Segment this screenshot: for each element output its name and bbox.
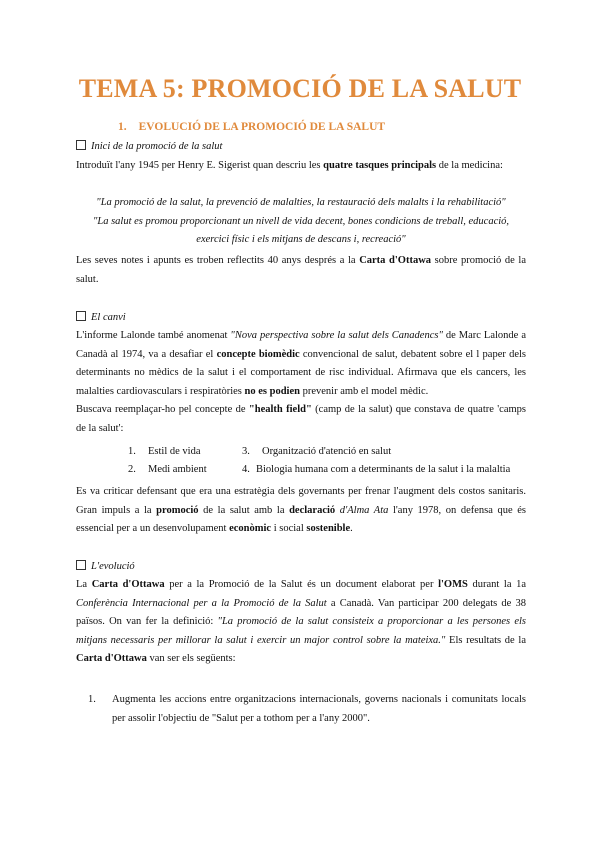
- result-number: 1.: [88, 694, 96, 705]
- paragraph-health-field: Buscava reemplaçar-ho pel concepte de "health field" (camp de la salut) que constava de quatre 'camps de la salut':: [76, 404, 526, 434]
- field-item: 2. Medi ambient: [128, 464, 207, 475]
- field-item: 4. Biologia humana com a determinants de la salut i la malaltia: [242, 464, 511, 475]
- italic-text: "Nova perspectiva sobre la salut dels Canadencs": [230, 330, 443, 341]
- quote-1: "La promoció de la salut, la prevenció de malalties, la restauració dels malalts i la rehabilitació": [96, 197, 506, 208]
- italic-text: Conferència Internacional per a la Promoció de la Salut: [76, 597, 327, 609]
- italic-text: d'Alma Ata: [339, 504, 389, 516]
- paragraph-carta-ottawa: La Carta d'Ottawa per a la Promoció de la Salut és un document elaborat per l'OMS durant la 1a Conferència Internacional per a la Promoció de la Salut a Canadà. Van participar 200 delegats de 38 països. On van fer la definició: "La promoció de la salut consisteix a proporcionar a les persones els mitjans necessaris per millorar la salut i exercir un major control sobre la mateixa." Els resultats de la Carta d'Ottawa van ser els següents:: [76, 579, 527, 664]
- bold-text: quatre tasques principals: [323, 160, 437, 171]
- checkbox-bullet-icon: [76, 140, 86, 150]
- bold-text: Carta d'Ottawa: [91, 579, 165, 590]
- paragraph-lalonde: L'informe Lalonde també anomenat "Nova perspectiva sobre la salut dels Canadencs" de Marc Lalonde a Canadà al 1974, va a desafiar el concepte biomèdic convencional de salut, debatent sobre el l paper dels determinants no mèdics de la salut i el comportament de risc individual. Afirmava que els cancers, les malalties cardiovasculars i respiratòries no es podien prevenir amb el model mèdic.: [76, 330, 526, 397]
- bold-text: l'OMS: [438, 579, 468, 590]
- checkbox-bullet-icon: [76, 311, 86, 321]
- section-label: EVOLUCIÓ DE LA PROMOCIÓ DE LA SALUT: [138, 121, 386, 133]
- subheading-canvi: [76, 311, 126, 323]
- italic-text: "La promoció de la salut consisteix a proporcionar a les persones els mitjans necessaris per millorar la salut i exercir un major control sobre la mateixa.": [76, 616, 526, 646]
- bold-text: promoció: [156, 504, 199, 516]
- bold-text: concepte biomèdic: [216, 348, 300, 360]
- bold-text: Carta d'Ottawa: [359, 255, 432, 266]
- page-title: TEMA 5: PROMOCIÓ DE LA SALUT: [78, 74, 522, 103]
- paragraph-intro: Introduït l'any 1945 per Henry E. Sigerist quan descriu les quatre tasques principals de la medicina:: [76, 160, 503, 171]
- field-item: 1. Estil de vida: [128, 446, 201, 457]
- checkbox-bullet-icon: [76, 560, 86, 570]
- bold-text: Carta d'Ottawa: [76, 653, 147, 664]
- bold-text: "health field": [248, 404, 312, 415]
- bold-text: declaració: [289, 504, 336, 516]
- subheading-label: Inici de la promoció de la salut: [91, 141, 223, 152]
- bold-text: sostenible: [306, 523, 351, 534]
- section-number: 1.: [118, 121, 127, 133]
- subheading-label: L'evolució: [91, 561, 135, 572]
- subheading-evolucio: [76, 560, 135, 572]
- field-item: 3. Organització d'atenció en salut: [242, 446, 392, 457]
- paragraph-alma-ata: Es va criticar defensant que era una estratègia dels governants per frenar l'augment dels costos sanitaris. Gran impuls a la promoció de la salut amb la declaració d'Alma Ata l'any 1978, on defensa que és essencial per a un desenvolupament econòmic i social sostenible.: [76, 486, 526, 534]
- paragraph-ottawa-notes: Les seves notes i apunts es troben reflectits 40 anys després a la Carta d'Ottawa sobre promoció de la salut.: [76, 255, 526, 285]
- subheading-label: El canvi: [91, 312, 126, 323]
- result-item: [88, 691, 526, 728]
- subheading-inici: [76, 140, 222, 152]
- section-heading: [118, 121, 385, 133]
- bold-text: econòmic: [229, 523, 272, 534]
- quote-2: "La salut es promou proporcionant un nivell de vida decent, bones condicions de treball, educació, exercici físic i els mitjans de descans i, recreació": [92, 216, 510, 245]
- result-label: Augmenta les accions entre organitzacions internacionals, governs nacionals i comunitats locals per assolir l'objectiu de "Salut per a tothom per a l'any 2000".: [112, 694, 526, 724]
- bold-text: no es podien: [244, 385, 300, 397]
